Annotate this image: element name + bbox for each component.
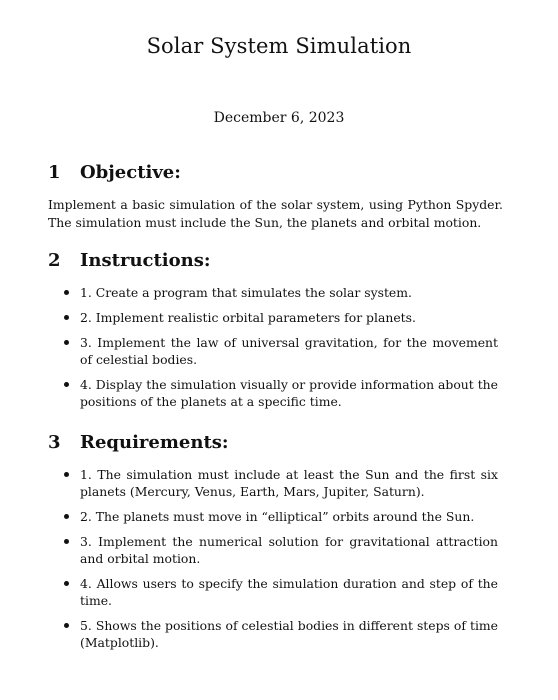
document-title: Solar System Simulation (146, 34, 412, 58)
bullet-icon (64, 472, 69, 477)
requirement-text: 3. Implement the numerical solution for gravitational attraction and orbital motion. (80, 534, 498, 566)
section-requirements-title (48, 432, 229, 453)
instruction-item (64, 334, 498, 368)
section-instructions-number: 2 (48, 250, 61, 271)
requirement-text: 1. The simulation must include at least the Sun and the first six planets (Mercury, Venus, Earth, Mars, Jupiter, Saturn). (80, 467, 498, 499)
instruction-item (64, 376, 498, 410)
requirement-text: 5. Shows the positions of celestial bodies in different steps of time (Matplotlib). (80, 618, 498, 650)
requirement-item (64, 508, 498, 525)
section-requirements-heading: Requirements: (80, 432, 229, 453)
document-date: December 6, 2023 (213, 110, 345, 126)
requirement-text: 4. Allows users to specify the simulation duration and step of the time. (80, 576, 498, 608)
section-instructions-title (48, 250, 211, 271)
instruction-item (64, 309, 498, 326)
bullet-icon (64, 290, 69, 295)
section-instructions-heading: Instructions: (80, 250, 211, 271)
bullet-icon (64, 581, 69, 586)
requirement-item (64, 575, 498, 609)
requirement-item (64, 466, 498, 500)
instruction-text: 1. Create a program that simulates the solar system. (80, 285, 412, 300)
instructions-list (64, 284, 498, 418)
section-requirements-number: 3 (48, 432, 61, 453)
objective-paragraph: Implement a basic simulation of the solar system, using Python Spyder. The simulation must include the Sun, the planets and orbital motion. (48, 197, 503, 230)
requirement-item (64, 533, 498, 567)
bullet-icon (64, 382, 69, 387)
section-objective-title (48, 162, 181, 183)
instruction-text: 3. Implement the law of universal gravitation, for the movement of celestial bodies. (80, 335, 498, 367)
section-objective-heading: Objective: (80, 162, 181, 183)
instruction-text: 2. Implement realistic orbital parameters for planets. (80, 310, 416, 325)
bullet-icon (64, 514, 69, 519)
bullet-icon (64, 315, 69, 320)
instruction-text: 4. Display the simulation visually or provide information about the positions of the planets at a specific time. (80, 377, 498, 409)
bullet-icon (64, 340, 69, 345)
requirement-item (64, 617, 498, 651)
section-objective-number: 1 (48, 162, 61, 183)
bullet-icon (64, 623, 69, 628)
instruction-item (64, 284, 498, 301)
bullet-icon (64, 539, 69, 544)
requirements-list (64, 466, 498, 659)
requirement-text: 2. The planets must move in “elliptical” orbits around the Sun. (80, 509, 475, 524)
